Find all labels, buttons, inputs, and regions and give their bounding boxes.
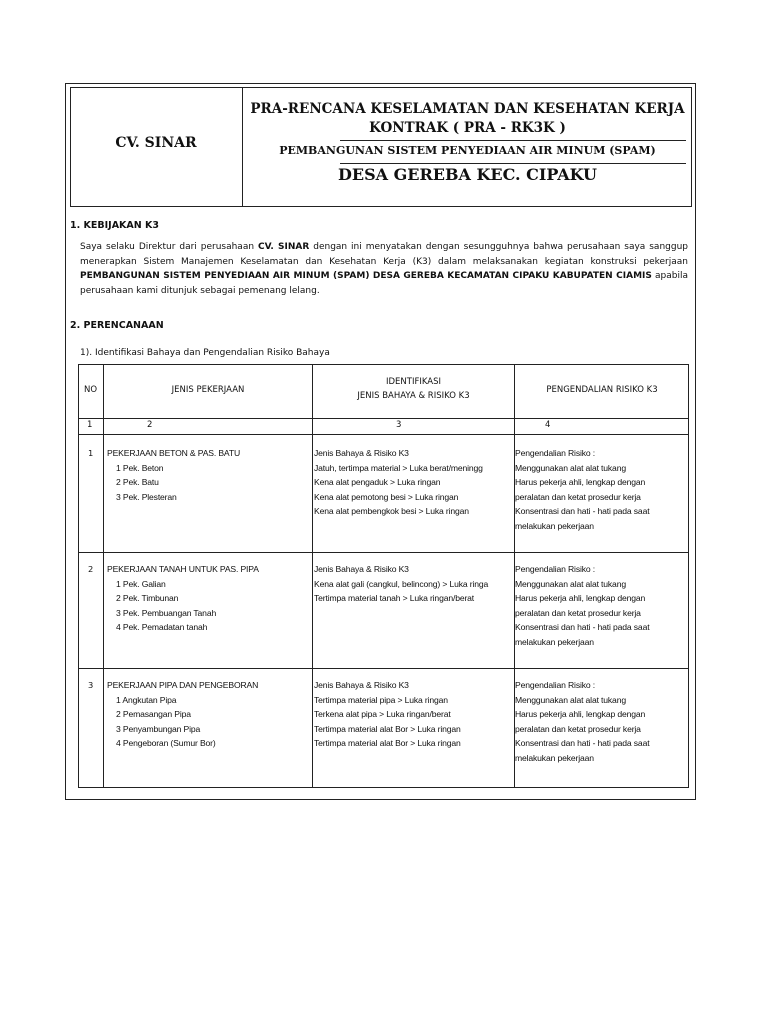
work-item: 3 Pek. Pembuangan Tanah [116,607,217,618]
work-item: 1 Pek. Galian [116,578,166,589]
control-item: peralatan dan ketat prosedur kerja [515,491,641,502]
table-row-work [107,446,311,504]
hazard-title: Jenis Bahaya & Risiko K3 [314,564,409,574]
work-item: 2 Pek. Batu [116,477,159,488]
subsection-identifikasi: 1). Identifikasi Bahaya dan Pengendalian Risiko Bahaya [80,348,330,358]
hazard-item: Kena alat pemotong besi > Luka ringan [314,491,459,502]
header-identifikasi [313,375,514,403]
hazard-item: Kena alat pembengkok besi > Luka ringan [314,506,469,517]
control-item: Konsentrasi dan hati - hati pada saat [515,506,650,517]
policy-company: CV. SINAR [257,242,310,252]
table-row-hazard [314,562,514,606]
work-item: 3 Pek. Plesteran [116,491,177,502]
control-item: peralatan dan ketat prosedur kerja [515,607,641,618]
project-location: DESA GEREBA KEC. CIPAKU [338,165,597,184]
table-row-control [515,562,688,650]
table-row-line [78,668,689,669]
work-title: PEKERJAAN PIPA DAN PENGEBORAN [107,680,259,690]
table-row-line [78,418,689,419]
table-row-hazard [314,446,514,519]
table-row-line [78,552,689,553]
hazard-item: Tertimpa material alat Bor > Luka ringan [314,738,461,749]
control-item: melakukan pekerjaan [515,520,594,531]
header-pengendalian: PENGENDALIAN RISIKO K3 [546,385,658,395]
col-number: 4 [545,420,551,430]
document-title [243,100,692,138]
control-title: Pengendalian Risiko : [515,680,595,690]
table-row-hazard [314,678,514,751]
table-col-line [312,364,313,788]
work-item: 2 Pemasangan Pipa [116,709,191,720]
control-item: melakukan pekerjaan [515,636,594,647]
control-item: Harus pekerja ahli, lengkap dengan [515,593,646,604]
hazard-item: Tertimpa material alat Bor > Luka ringan [314,723,461,734]
hazard-item: Kena alat gali (cangkul, belincong) > Luka ringa [314,578,489,589]
hazard-item: Terkena alat pipa > Luka ringan/berat [314,709,451,720]
project-name: PEMBANGUNAN SISTEM PENYEDIAAN AIR MINUM (SPAM) [279,144,656,157]
policy-project: PEMBANGUNAN SISTEM PENYEDIAAN AIR MINUM (SPAM) DESA GEREBA KECAMATAN CIPAKU KABUPATEN CIAMIS [80,271,652,281]
hazard-item: Kena alat pengaduk > Luka ringan [314,477,441,488]
work-item: 2 Pek. Timbunan [116,593,179,604]
control-item: melakukan pekerjaan [515,752,594,763]
header-rule-2 [340,163,686,164]
control-item: Konsentrasi dan hati - hati pada saat [515,738,650,749]
work-item: 1 Pek. Beton [116,462,164,473]
col-number: 3 [396,420,402,430]
policy-text-3: apabila perusahaan kami ditunjuk sebagai pemenang lelang. [80,271,688,296]
hazard-title: Jenis Bahaya & Risiko K3 [314,680,409,690]
table-row-work [107,562,311,635]
header-rule-1 [340,140,686,141]
control-item: Menggunakan alat alat tukang [515,462,626,473]
hazard-item: Jatuh, tertimpa material > Luka berat/meningg [314,462,483,473]
work-item: 3 Penyambungan Pipa [116,723,201,734]
policy-text-2: dengan ini menyatakan dengan sesungguhnya bahwa perusahaan saya sanggup menerapkan Sistem Manajemen Keselamatan dan Kesehatan Kerja (K3) dalam melaksanakan kegiatan konstruksi pekerjaan [80,242,688,267]
control-item: Menggunakan alat alat tukang [515,578,626,589]
header-identifikasi-line2: JENIS BAHAYA & RISIKO K3 [357,391,470,401]
control-title: Pengendalian Risiko : [515,564,595,574]
hazard-title: Jenis Bahaya & Risiko K3 [314,448,409,458]
header-no: NO [83,385,98,395]
policy-paragraph [80,240,688,298]
header-jenis-pekerjaan: JENIS PEKERJAAN [171,385,245,395]
col-number: 2 [147,420,153,430]
row-number: 1 [88,448,94,458]
control-item: peralatan dan ketat prosedur kerja [515,723,641,734]
table-row-work [107,678,311,751]
work-title: PEKERJAAN BETON & PAS. BATU [107,448,241,458]
company-name: CV. SINAR [115,135,197,151]
row-number: 3 [88,680,94,690]
control-title: Pengendalian Risiko : [515,448,595,458]
section-kebijakan-heading: 1. KEBIJAKAN K3 [70,220,159,231]
work-title: PEKERJAAN TANAH UNTUK PAS. PIPA [107,564,259,574]
header-identifikasi-line1: IDENTIFIKASI [385,377,442,387]
table-row-line [78,434,689,435]
control-item: Konsentrasi dan hati - hati pada saat [515,622,650,633]
control-item: Menggunakan alat alat tukang [515,694,626,705]
policy-text-1: Saya selaku Direktur dari perusahaan [80,242,258,252]
table-col-line [103,364,104,788]
control-item: Harus pekerja ahli, lengkap dengan [515,477,646,488]
table-row-control [515,678,688,766]
row-number: 2 [88,564,94,574]
work-item: 1 Angkutan Pipa [116,694,177,705]
hazard-item: Tertimpa material tanah > Luka ringan/berat [314,593,475,604]
work-item: 4 Pek. Pemadatan tanah [116,622,208,633]
table-row-control [515,446,688,534]
document-title-line1: PRA-RENCANA KESELAMATAN DAN KESEHATAN KERJA [250,101,685,117]
section-perencanaan-heading: 2. PERENCANAAN [70,320,164,331]
hazard-item: Tertimpa material pipa > Luka ringan [314,694,448,705]
work-item: 4 Pengeboran (Sumur Bor) [116,738,216,749]
control-item: Harus pekerja ahli, lengkap dengan [515,709,646,720]
col-number: 1 [87,420,93,430]
document-title-line2: KONTRAK ( PRA - RK3K ) [369,120,566,136]
